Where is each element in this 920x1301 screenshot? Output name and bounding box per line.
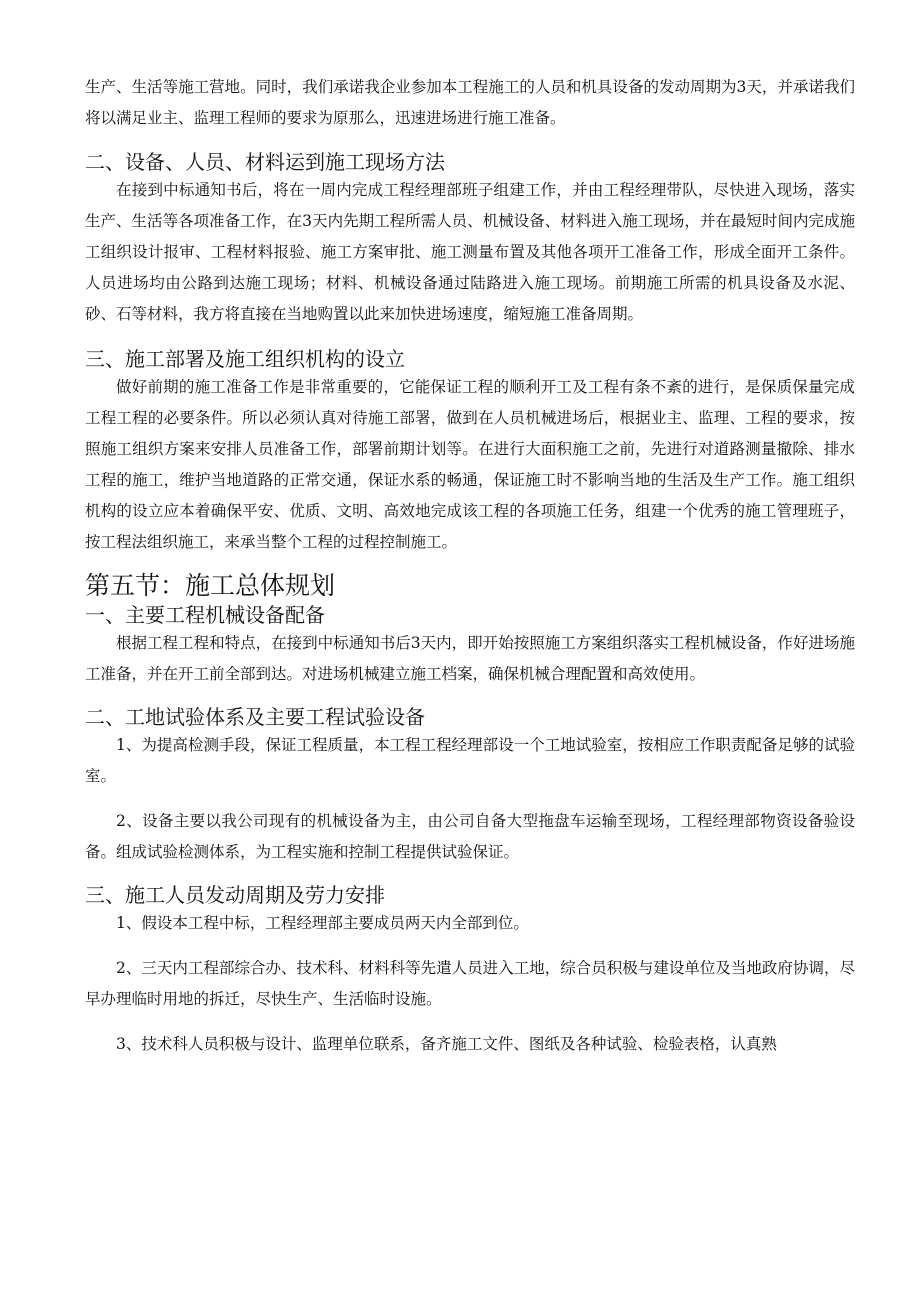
heading-transport-method: 二、设备、人员、材料运到施工现场方法 — [85, 150, 445, 174]
paragraph-transport-method: 在接到中标通知书后，将在一周内完成工程经理部班子组建工作，并由工程经理带队，尽快进入现场，落实生产、生活等各项准备工作，在3天内先期工程所需人员、机械设备、材料进入施工现场，并在最短时间内完成施工组织设计报审、工程材料报验、施工方案审批、施工测量布置及其他各项开工准备工作，形成全面开工条件。人员进场均由公路到达施工现场；材料、机械设备通过陆路进入施工现场。前期施工所需的机具设备及水泥、砂、石等材料，我方将直接在当地购置以此来加快进场速度，缩短施工准备周期。 — [85, 181, 855, 323]
heading-machinery: 一、主要工程机械设备配备 — [85, 603, 325, 627]
paragraph-machinery: 根据工程工程和特点，在接到中标通知书后3天内，即开始按照施工方案组织落实工程机械设备，作好进场施工准备，并在开工前全部到达。对进场机械建立施工档案，确保机械合理配置和高效使用。 — [85, 634, 855, 683]
heading-personnel: 三、施工人员发动周期及劳力安排 — [85, 883, 385, 907]
document-page — [85, 72, 855, 1060]
list-item-personnel-1: 1、假设本工程中标，工程经理部主要成员两天内全部到位。 — [116, 914, 529, 932]
list-item-personnel-2: 2、三天内工程部综合办、技术科、材料科等先遣人员进入工地，综合员积极与建设单位及当地政府协调，尽早办理临时用地的拆迁，尽快生产、生活临时设施。 — [85, 959, 855, 1008]
heading-testing-system: 二、工地试验体系及主要工程试验设备 — [85, 705, 425, 729]
heading-deployment: 三、施工部署及施工组织机构的设立 — [85, 347, 405, 371]
list-item-testing-2: 2、设备主要以我公司现有的机械设备为主，由公司自备大型拖盘车运输至现场，工程经理部物资设备验设备。组成试验检测体系，为工程实施和控制工程提供试验保证。 — [85, 812, 855, 861]
paragraph-deployment: 做好前期的施工准备工作是非常重要的，它能保证工程的顺利开工及工程有条不紊的进行，是保质保量完成工程工程的必要条件。所以必须认真对待施工部署，做到在人员机械进场后，根据业主、监理、工程的要求，按照施工组织方案来安排人员准备工作，部署前期计划等。在进行大面积施工之前，先进行对道路测量撤除、排水工程的施工，维护当地道路的正常交通，保证水系的畅通，保证施工时不影响当地的生活及生产工作。施工组织机构的设立应本着确保平安、优质、文明、高效地完成该工程的各项施工任务，组建一个优秀的施工管理班子，按工程法组织施工，来承当整个工程的过程控制施工。 — [85, 378, 855, 551]
intro-paragraph: 生产、生活等施工营地。同时，我们承诺我企业参加本工程施工的人员和机具设备的发动周期为3天，并承诺我们将以满足业主、监理工程师的要求为原那么，迅速进场进行施工准备。 — [85, 78, 855, 127]
section-five-title: 第五节：施工总体规划 — [85, 571, 336, 600]
list-item-personnel-3: 3、技术科人员积极与设计、监理单位联系，备齐施工文件、图纸及各种试验、检验表格，认真熟 — [116, 1035, 777, 1053]
list-item-testing-1: 1、为提高检测手段，保证工程质量，本工程工程经理部设一个工地试验室，按相应工作职责配备足够的试验室。 — [85, 736, 855, 785]
